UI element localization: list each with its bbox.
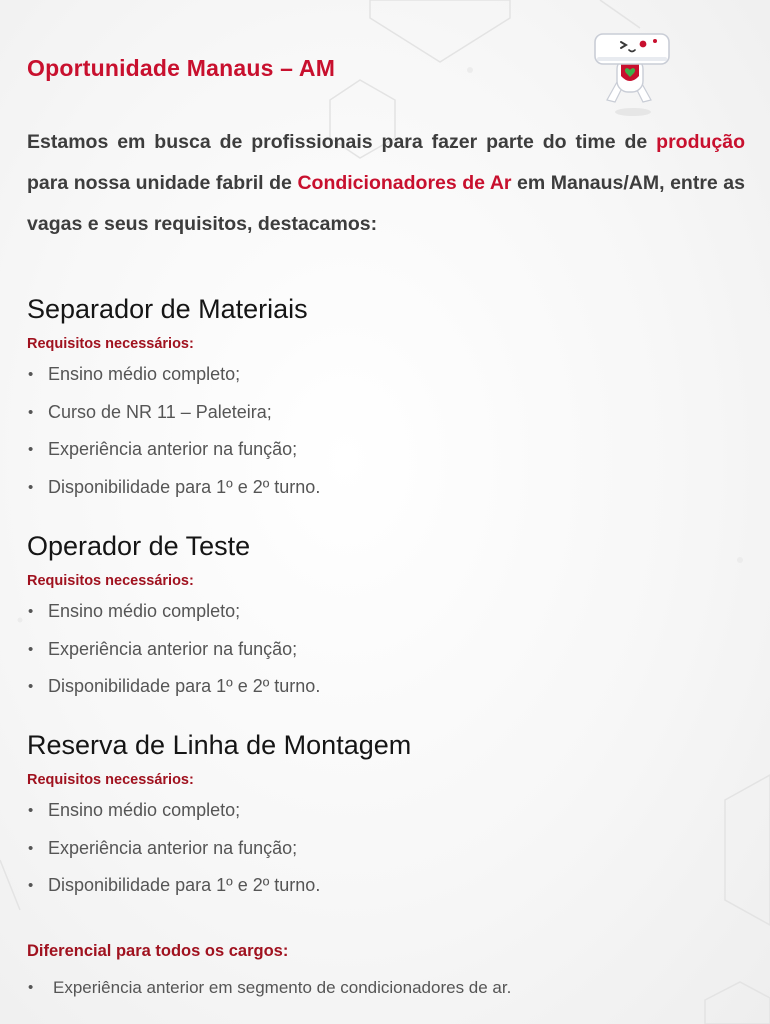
requirement-item: • Experiência anterior na função; [27,431,747,469]
requirement-item: • Ensino médio completo; [27,356,747,394]
differential-list [27,973,511,1003]
job-title: Separador de Materiais [27,294,308,324]
requirement-item: • Disponibilidade para 1º e 2º turno. [27,668,747,706]
requirement-item: • Disponibilidade para 1º e 2º turno. [27,867,747,905]
requirement-item: • Experiência anterior na função; [27,631,747,669]
differential-label: Diferencial para todos os cargos: [27,942,289,960]
requirement-item: • Curso de NR 11 – Paleteira; [27,394,747,432]
intro-text-2: para nossa unidade fabril de [27,172,298,194]
air-conditioner-mascot-icon [585,20,685,120]
intro-text-3: em Manaus/AM, entre as vagas e seus requisitos, destacamos: [27,172,746,235]
job-section-reserva [27,728,747,905]
intro-highlight-production: produção [656,131,745,153]
job-title: Operador de Teste [27,531,251,561]
intro-highlight-product: Condicionadores de Ar [297,172,512,194]
differential-item: • Experiência anterior em segmento de condicionadores de ar. [27,973,511,1003]
requirement-item: • Ensino médio completo; [27,593,747,631]
requirements-list [27,593,747,706]
requirements-list [27,356,747,506]
job-section-operador [27,529,747,706]
job-title: Reserva de Linha de Montagem [27,730,412,760]
intro-paragraph [27,122,745,245]
requirements-list [27,792,747,905]
requirement-item: • Ensino médio completo; [27,792,747,830]
requirements-label: Requisitos necessários: [27,336,194,352]
requirements-label: Requisitos necessários: [27,573,194,589]
requirement-item: • Disponibilidade para 1º e 2º turno. [27,469,747,507]
requirements-label: Requisitos necessários: [27,772,194,788]
intro-text-1: Estamos em busca de profissionais para fazer parte do time de [27,131,657,153]
headline: Oportunidade Manaus – AM [27,55,336,81]
requirement-item: • Experiência anterior na função; [27,830,747,868]
job-section-separador [27,292,747,506]
